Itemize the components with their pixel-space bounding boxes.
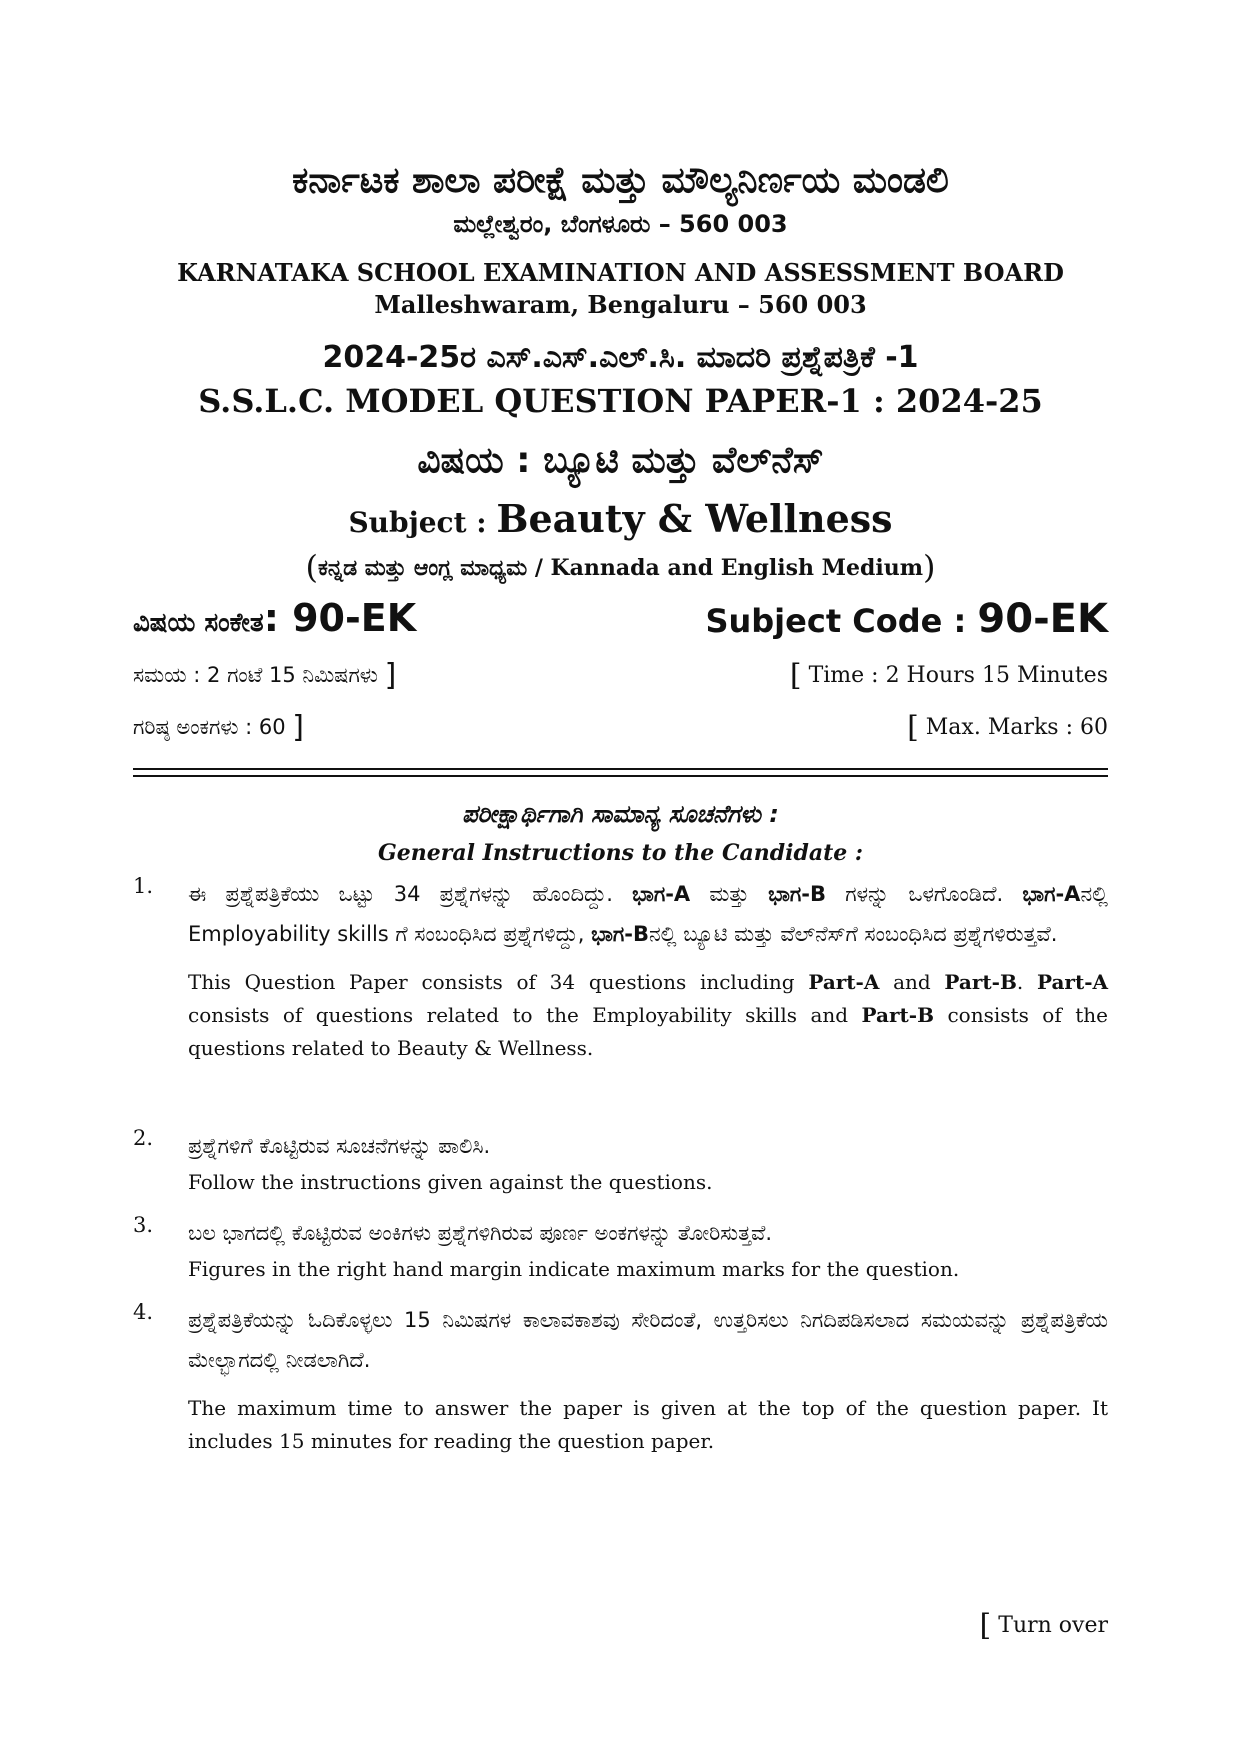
instruction-number: 2. bbox=[133, 1126, 154, 1150]
kannada-subject-code-value: : 90-EK bbox=[263, 596, 417, 640]
kannada-board-address: ಮಲ್ಲೇಶ್ವರಂ, ಬೆಂಗಳೂರು – 560 003 bbox=[453, 210, 788, 238]
english-time-text: Time : 2 Hours 15 Minutes bbox=[808, 663, 1108, 688]
text-run: ನಲ್ಲಿ ಬ್ಯೂಟಿ ಮತ್ತು ವೆಲ್‌ನೆಸ್‌ಗೆ ಸಂಬಂಧಿಸಿದ ಪ್ರಶ್ನೆಗಳಿರುತ್ತವೆ. bbox=[648, 922, 1058, 946]
medium-close-paren: ) bbox=[923, 548, 936, 586]
english-marks-bracket: [ bbox=[907, 710, 919, 745]
text-run: ಮತ್ತು bbox=[690, 882, 769, 906]
instruction-number: 3. bbox=[133, 1213, 154, 1237]
bold-run: ಭಾಗ-A bbox=[1022, 882, 1081, 906]
instruction-english: Follow the instructions given against the questions. bbox=[188, 1170, 713, 1194]
medium-text: ಕನ್ನಡ ಮತ್ತು ಆಂಗ್ಲ ಮಾಧ್ಯಮ / Kannada and English Medium bbox=[317, 555, 923, 581]
divider-line-bottom bbox=[133, 775, 1108, 777]
english-subject-code-label: Subject Code : bbox=[705, 602, 978, 640]
english-subject-label: Subject : bbox=[348, 506, 497, 539]
english-subject-code bbox=[705, 596, 1108, 642]
turn-over-note bbox=[980, 1608, 1108, 1643]
instruction-kannada: ಪ್ರಶ್ನೆಪತ್ರಿಕೆಯನ್ನು ಓದಿಕೊಳ್ಳಲು 15 ನಿಮಿಷಗಳ ಕಾಲಾವಕಾಶವು ಸೇರಿದಂತೆ, ಉತ್ತರಿಸಲು ನಿಗದಿಪಡಿಸಲಾದ ಸಮಯವನ್ನು ಪ್ರಶ್ನೆಪತ್ರಿಕೆಯ ಮೇಲ್ಭಾಗದಲ್ಲಿ ನೀಡಲಾಗಿದೆ. bbox=[188, 1308, 1108, 1372]
text-run: ಈ ಪ್ರಶ್ನೆಪತ್ರಿಕೆಯು ಒಟ್ಟು 34 ಪ್ರಶ್ನೆಗಳನ್ನು ಹೊಂದಿದ್ದು. bbox=[188, 882, 633, 906]
instruction-number: 1. bbox=[133, 874, 154, 898]
kannada-subject-code-label: ವಿಷಯ ಸಂಕೇತ bbox=[133, 608, 264, 638]
english-board-name: KARNATAKA SCHOOL EXAMINATION AND ASSESSMENT BOARD bbox=[177, 258, 1064, 287]
bold-run: Part-B bbox=[944, 970, 1017, 994]
english-max-marks-text: Max. Marks : 60 bbox=[925, 715, 1108, 740]
english-board-address: Malleshwaram, Bengaluru – 560 003 bbox=[374, 290, 867, 319]
english-time-bracket: [ bbox=[789, 658, 802, 693]
kannada-max-marks-text: ಗರಿಷ್ಠ ಅಂಕಗಳು : 60 bbox=[133, 715, 286, 739]
text-run: ಗಳನ್ನು ಒಳಗೊಂಡಿದೆ. bbox=[826, 882, 1023, 906]
kannada-time bbox=[133, 658, 396, 693]
text-run: This Question Paper consists of 34 questions including bbox=[188, 970, 809, 994]
text-run: consists of the questions related to Beauty & Wellness. bbox=[188, 1003, 1108, 1060]
text-run: and bbox=[879, 970, 945, 994]
kannada-paper-title: 2024-25ರ ಎಸ್.ಎಸ್.ಎಲ್.ಸಿ. ಮಾದರಿ ಪ್ರಶ್ನೆಪತ್ರಿಕೆ -1 bbox=[322, 340, 919, 375]
kannada-subject-code bbox=[133, 596, 416, 640]
english-max-marks bbox=[907, 710, 1108, 745]
kannada-time-bracket: ] bbox=[384, 658, 397, 693]
text-run: . bbox=[1016, 970, 1037, 994]
kannada-marks-bracket: ] bbox=[292, 710, 304, 745]
instruction-kannada: ಬಲ ಭಾಗದಲ್ಲಿ ಕೊಟ್ಟಿರುವ ಅಂಕಿಗಳು ಪ್ರಶ್ನೆಗಳಿಗಿರುವ ಪೂರ್ಣ ಅಂಕಗಳನ್ನು ತೋರಿಸುತ್ತವೆ. bbox=[188, 1221, 773, 1245]
instruction-number: 4. bbox=[133, 1300, 154, 1324]
english-paper-title: S.S.L.C. MODEL QUESTION PAPER-1 : 2024-25 bbox=[198, 382, 1043, 420]
instruction-english: Figures in the right hand margin indicate maximum marks for the question. bbox=[188, 1257, 960, 1281]
english-time bbox=[790, 658, 1108, 693]
kannada-subject: ವಿಷಯ : ಬ್ಯೂಟಿ ಮತ್ತು ವೆಲ್‌ನೆಸ್ bbox=[417, 440, 824, 481]
english-subject-code-value: 90-EK bbox=[977, 596, 1108, 642]
bold-run: Part-A bbox=[1036, 970, 1109, 994]
instruction-english: The maximum time to answer the paper is given at the top of the question paper. It includes 15 minutes for reading the question paper. bbox=[188, 1396, 1108, 1453]
text-run: ನಲ್ಲಿ Employability skills ಗೆ ಸಂಬಂಧಿಸಿದ ಪ್ರಶ್ನೆಗಳಿದ್ದು, bbox=[188, 882, 1108, 946]
kannada-max-marks bbox=[133, 710, 304, 745]
text-run: consists of questions related to the Employability skills and bbox=[188, 1003, 862, 1027]
kannada-time-text: ಸಮಯ : 2 ಗಂಟೆ 15 ನಿಮಿಷಗಳು bbox=[133, 663, 378, 687]
bold-run: Part-B bbox=[861, 1003, 934, 1027]
english-subject-value: Beauty & Wellness bbox=[496, 496, 893, 541]
turn-over-text: Turn over bbox=[998, 1613, 1108, 1638]
medium-line bbox=[0, 548, 1241, 586]
bold-run: ಭಾಗ-B bbox=[591, 922, 649, 946]
turn-over-bracket: [ bbox=[979, 1608, 992, 1643]
instruction-kannada: ಪ್ರಶ್ನೆಗಳಿಗೆ ಕೊಟ್ಟಿರುವ ಸೂಚನೆಗಳನ್ನು ಪಾಲಿಸಿ. bbox=[188, 1134, 491, 1158]
english-subject bbox=[0, 496, 1241, 541]
medium-open-paren: ( bbox=[305, 548, 318, 586]
bold-run: ಭಾಗ-B bbox=[768, 882, 827, 906]
bold-run: ಭಾಗ-A bbox=[632, 882, 691, 906]
english-instructions-heading: General Instructions to the Candidate : bbox=[377, 840, 864, 866]
divider-line-top bbox=[133, 768, 1108, 770]
kannada-board-name: ಕರ್ನಾಟಕ ಶಾಲಾ ಪರೀಕ್ಷೆ ಮತ್ತು ಮೌಲ್ಯನಿರ್ಣಯ ಮಂಡಲಿ bbox=[292, 160, 949, 201]
instruction-english bbox=[188, 966, 1108, 1065]
bold-run: Part-A bbox=[808, 970, 880, 994]
instruction-kannada bbox=[188, 874, 1108, 954]
kannada-instructions-heading: ಪರೀಕ್ಷಾರ್ಥಿಗಾಗಿ ಸಾಮಾನ್ಯ ಸೂಚನೆಗಳು : bbox=[462, 800, 779, 828]
